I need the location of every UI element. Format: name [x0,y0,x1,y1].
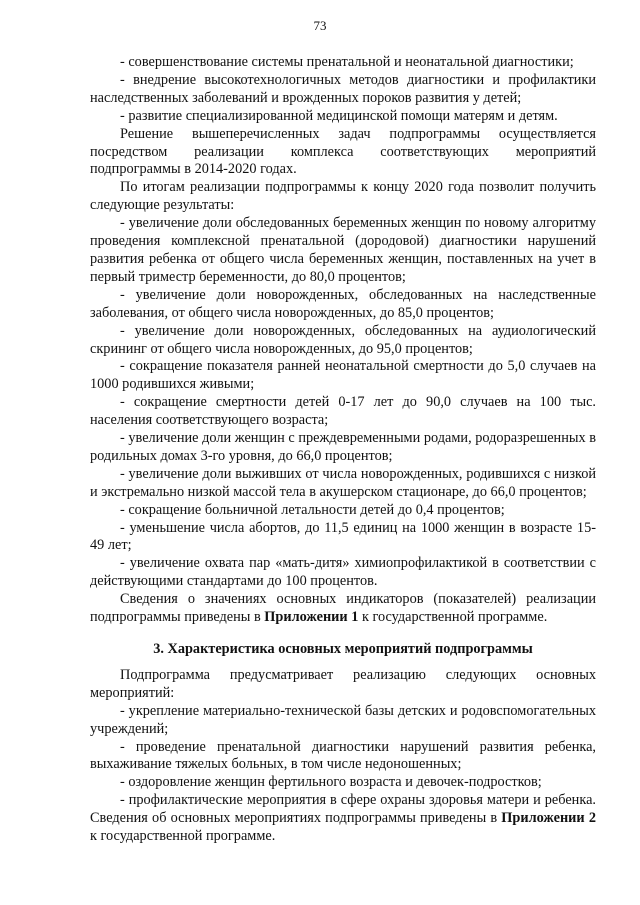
paragraph: - увеличение доли новорожденных, обследованных на наследственные заболевания, от общего числа новорожденных, до 85,0 процентов; [90,286,596,321]
appendix-1-reference: Приложении 1 [264,609,359,626]
indicators-paragraph [90,591,596,627]
text-run: Сведения о значениях основных индикаторов (показателей) реализации подпрограммы приведены в [90,591,596,626]
text-run: к государственной программе. [90,828,276,845]
paragraph: - совершенствование системы пренатальной и неонатальной диагностики; [120,54,574,70]
paragraph: Подпрограмма предусматривает реализацию следующих основных мероприятий: [90,666,596,701]
appendix-2-reference: Приложении 2 [501,810,596,827]
paragraph: - внедрение высокотехнологичных методов диагностики и профилактики наследственных заболеваний и врожденных пороков развития у детей; [90,71,596,106]
paragraph: По итогам реализации подпрограммы к концу 2020 года позволит получить следующие результаты: [90,179,596,214]
section-heading: 3. Характеристика основных мероприятий подпрограммы [153,641,533,657]
paragraph: - увеличение доли выживших от числа новорожденных, родившихся с низкой и экстремально низкой массой тела в акушерском стационаре, до 66,0 процентов; [90,465,596,500]
paragraph: - уменьшение числа абортов, до 11,5 единиц на 1000 женщин в возрасте 15-49 лет; [90,519,596,554]
paragraph: - увеличение доли обследованных беременных женщин по новому алгоритму проведения комплексной пренатальной (дородовой) диагностики нарушений развития ребенка от общего числа беременных женщин, поставленных на учет в первый триместр беременности, до 80,0 процентов; [90,215,596,285]
paragraph: - увеличение охвата пар «мать-дитя» химиопрофилактикой в соответствии с действующими стандартами до 100 процентов. [90,555,596,590]
paragraph: Решение вышеперечисленных задач подпрограммы осуществляется посредством реализации комплекса соответствующих мероприятий подпрограммы в 2014-2020 годах. [90,125,596,178]
document-body [90,54,596,846]
paragraph: - развитие специализированной медицинской помощи матерям и детям. [120,107,558,124]
paragraph: - сокращение больничной летальности детей до 0,4 процентов; [120,501,505,518]
text-run: - профилактические мероприятия в сфере охраны здоровья матери и ребенка. Сведения об основных мероприятиях подпрограммы приведены в [90,792,596,827]
paragraph: - сокращение смертности детей 0-17 лет до 90,0 случаев на 100 тыс. населения соответствующего возраста; [90,394,596,429]
paragraph: - укрепление материально-технической базы детских и родовспомогательных учреждений; [90,702,596,737]
text-run: к государственной программе. [358,609,548,626]
paragraph: - проведение пренатальной диагностики нарушений развития ребенка, выхаживание тяжелых больных, в том числе недоношенных; [90,738,596,773]
paragraph: - оздоровление женщин фертильного возраста и девочек-подростков; [120,774,542,791]
paragraph: - увеличение доли женщин с преждевременными родами, родоразрешенных в родильных домах 3-го уровня, до 66,0 процентов; [90,430,596,464]
final-paragraph [90,792,596,846]
page-number: 73 [313,18,327,33]
paragraph: - увеличение доли новорожденных, обследованных на аудиологический скрининг от общего числа новорожденных, до 95,0 процентов; [90,322,596,357]
paragraph: - сокращение показателя ранней неонатальной смертности до 5,0 случаев на 1000 родившихся живыми; [90,358,596,393]
